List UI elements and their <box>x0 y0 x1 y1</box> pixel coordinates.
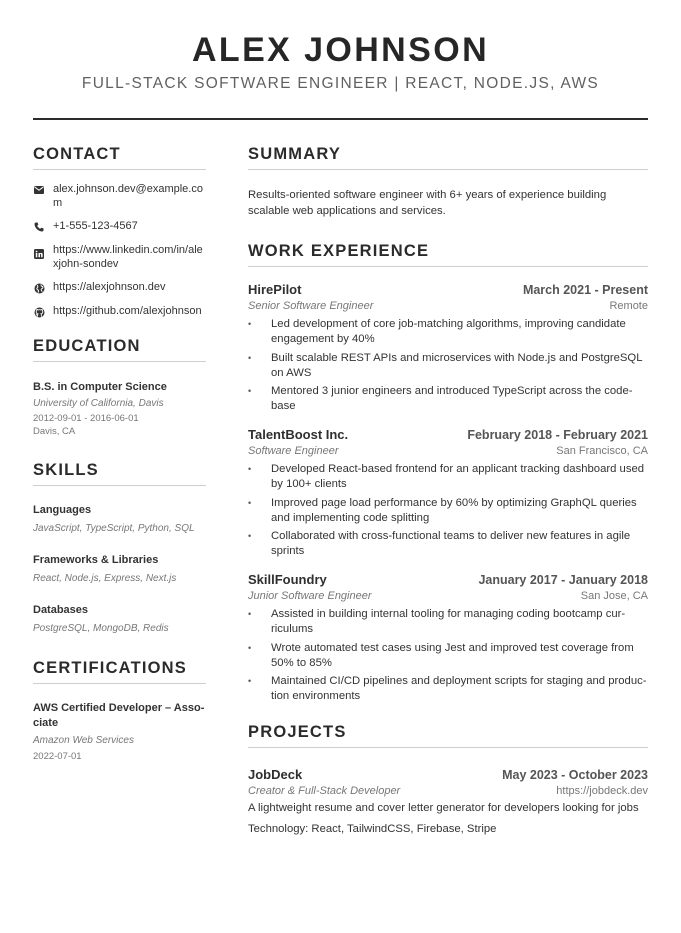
education-school: University of California, Davis <box>33 398 164 409</box>
website-text: https://alexjohnson.dev <box>53 281 166 293</box>
skill-group-frameworks <box>33 553 206 586</box>
job-bullet: • Built scalable REST APIs and microservices with Node.js and PostgreSQL on AWS <box>248 351 648 381</box>
linkedin-text: https://www.linkedin.com/in/alexjohn-sondev <box>53 244 203 270</box>
job-bullet: • Mentored 3 junior engineers and introduced TypeScript across the code-base <box>248 384 648 414</box>
job-entry <box>248 281 648 414</box>
education-degree: B.S. in Computer Science <box>33 381 167 393</box>
job-company: HirePilot <box>248 282 302 297</box>
certifications-section <box>33 658 206 763</box>
email-text: alex.johnson.dev@example.com <box>53 183 203 209</box>
job-bullet: • Assisted in building internal tooling for managing coding bootcamp cur-riculums <box>248 607 648 637</box>
contact-linkedin[interactable] <box>33 243 206 271</box>
job-dates: January 2017 - January 2018 <box>478 573 648 587</box>
skill-group-name: Databases <box>33 604 89 616</box>
header-divider <box>33 118 648 120</box>
job-bullet: • Collaborated with cross-functional teams to deliver new features in agile sprints <box>248 529 648 559</box>
certification-date: 2022-07-01 <box>33 751 82 762</box>
linkedin-icon <box>33 247 45 261</box>
education-section <box>33 336 206 438</box>
phone-text: +1-555-123-4567 <box>53 220 138 232</box>
project-entry <box>248 766 648 837</box>
skill-group-name: Languages <box>33 504 92 516</box>
job-bullets <box>248 607 648 704</box>
job-location: Remote <box>609 300 648 312</box>
phone-icon <box>33 220 45 234</box>
experience-heading: WORK EXPERIENCE <box>248 241 648 267</box>
summary-heading: SUMMARY <box>248 144 648 170</box>
globe-icon <box>33 281 45 295</box>
github-icon <box>33 305 45 319</box>
email-icon <box>33 183 45 197</box>
job-location: San Jose, CA <box>580 590 648 602</box>
project-technology: Technology: React, TailwindCSS, Firebase, Stripe <box>248 823 497 835</box>
summary-section <box>248 144 648 219</box>
job-bullet: • Led development of core job-matching algorithms, improving candidate engagement by 40% <box>248 317 648 347</box>
job-role: Junior Software Engineer <box>248 590 372 602</box>
contact-section <box>33 144 206 319</box>
certification-issuer: Amazon Web Services <box>33 735 134 746</box>
certification-name: AWS Certified Developer – Asso-ciate <box>33 702 205 729</box>
contact-phone[interactable] <box>33 219 206 234</box>
skills-section <box>33 460 206 636</box>
job-location: San Francisco, CA <box>556 445 648 457</box>
projects-heading: PROJECTS <box>248 722 648 748</box>
job-bullet: • Maintained CI/CD pipelines and deployment scripts for staging and produc-tion environments <box>248 674 648 704</box>
candidate-title: FULL-STACK SOFTWARE ENGINEER | REACT, NODE.JS, AWS <box>81 75 600 92</box>
project-name: JobDeck <box>248 767 303 782</box>
skill-group-databases <box>33 603 206 636</box>
education-heading: EDUCATION <box>33 336 206 362</box>
job-bullet: • Improved page load performance by 60% by optimizing GraphQL queries and implementing code splitting <box>248 496 648 526</box>
github-text: https://github.com/alexjohnson <box>53 305 202 317</box>
certifications-heading: CERTIFICATIONS <box>33 658 206 684</box>
education-dates: 2012-09-01 - 2016-06-01 <box>33 413 139 424</box>
experience-section <box>248 241 648 704</box>
project-url[interactable]: https://jobdeck.dev <box>556 785 648 797</box>
skills-heading: SKILLS <box>33 460 206 486</box>
skill-group-name: Frameworks & Libraries <box>33 554 159 566</box>
job-bullets <box>248 317 648 414</box>
skill-group-items: PostgreSQL, MongoDB, Redis <box>33 623 169 634</box>
contact-github[interactable] <box>33 304 206 319</box>
job-bullets <box>248 462 648 559</box>
project-description: A lightweight resume and cover letter generator for developers looking for jobs <box>248 802 639 814</box>
skill-group-items: React, Node.js, Express, Next.js <box>33 573 177 584</box>
contact-email[interactable] <box>33 182 206 210</box>
job-role: Senior Software Engineer <box>248 300 374 312</box>
job-dates: February 2018 - February 2021 <box>467 428 648 442</box>
summary-text: Results-oriented software engineer with 6+ years of experience building scalable web applications and services. <box>248 189 607 217</box>
skill-group-items: JavaScript, TypeScript, Python, SQL <box>33 523 195 534</box>
candidate-name: ALEX JOHNSON <box>191 31 490 69</box>
job-bullet: • Wrote automated test cases using Jest and improved test coverage from 50% to 85% <box>248 641 648 671</box>
job-entry <box>248 426 648 559</box>
job-entry <box>248 571 648 704</box>
right-column <box>248 144 648 837</box>
projects-section <box>248 722 648 837</box>
education-location: Davis, CA <box>33 426 76 437</box>
contact-heading: CONTACT <box>33 144 206 170</box>
left-column <box>33 144 206 763</box>
project-role: Creator & Full-Stack Developer <box>248 785 401 797</box>
job-company: TalentBoost Inc. <box>248 427 349 442</box>
job-role: Software Engineer <box>248 445 339 457</box>
project-dates: May 2023 - October 2023 <box>502 768 648 782</box>
contact-website[interactable] <box>33 280 206 295</box>
job-bullet: • Developed React-based frontend for an applicant tracking dashboard used by 100+ clients <box>248 462 648 492</box>
skill-group-languages <box>33 503 206 536</box>
job-dates: March 2021 - Present <box>522 283 648 297</box>
resume-header <box>0 30 681 94</box>
job-company: SkillFoundry <box>248 572 327 587</box>
